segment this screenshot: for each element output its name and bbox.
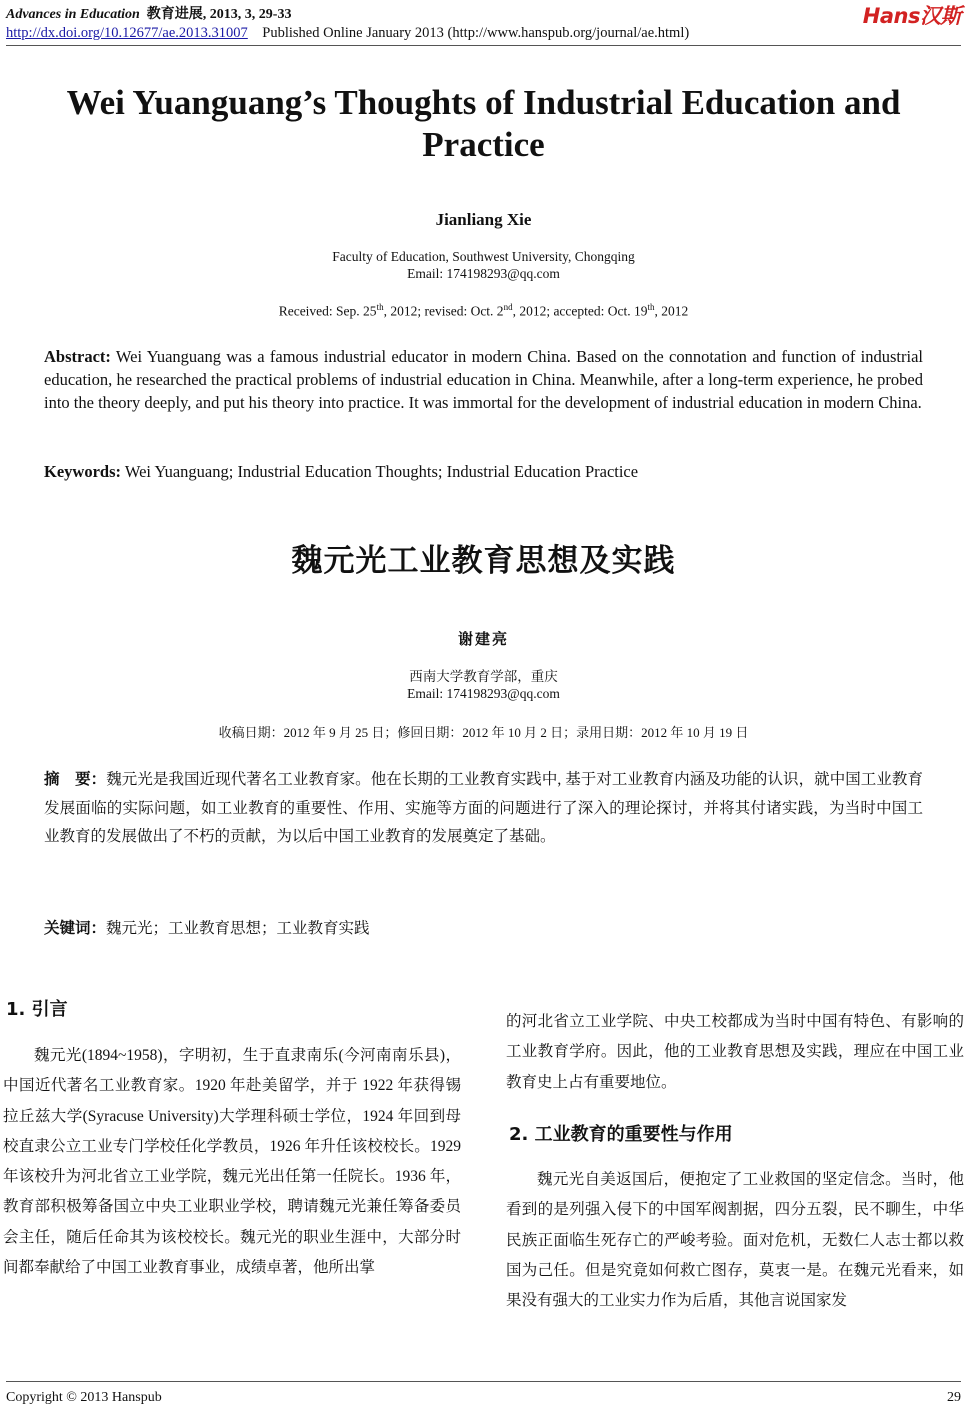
accepted-date: , 2012; accepted: Oct. 19 xyxy=(512,303,648,319)
received-sup: th xyxy=(376,302,384,312)
journal-name: Advances in Education xyxy=(6,7,140,22)
hanspub-logo: Hans汉斯 xyxy=(862,4,961,28)
keywords-text: Wei Yuanguang; Industrial Education Thoughts; Industrial Education Practice xyxy=(121,462,639,481)
chinese-author: 谢建亮 xyxy=(457,630,509,648)
english-dates xyxy=(0,302,967,320)
chinese-affiliation-line: 西南大学教育学部，重庆 xyxy=(409,669,558,684)
copyright: Copyright © 2013 Hanspub xyxy=(6,1390,162,1405)
keywords-label: Keywords: xyxy=(44,462,121,481)
revised-date: , 2012; revised: Oct. 2 xyxy=(383,303,504,319)
section-1-continuation: 的河北省立工业学院、中央工校都成为当时中国有特色、有影响的工业教育学府。因此，他的工业教育思想及实践，理应在中国工业教育史上占有重要地位。 xyxy=(506,1013,964,1091)
published-online: Published Online January 2013 (http://www.hanspub.org/journal/ae.html) xyxy=(262,25,690,41)
section-1-heading: 1. 引言 xyxy=(6,999,68,1020)
english-affiliation xyxy=(0,248,967,282)
right-column xyxy=(506,1007,964,1098)
chinese-dates: 收稿日期：2012 年 9 月 25 日；修回日期：2012 年 10 月 2 日；录用日期：2012 年 10 月 19 日 xyxy=(218,725,749,740)
received-date: Received: Sep. 25 xyxy=(278,303,377,319)
chinese-abstract xyxy=(44,765,923,852)
section-1-paragraph: 魏元光(1894~1958)，字明初，生于直隶南乐(今河南南乐县)，中国近代著名工业教育家。1920 年赴美留学，并于 1922 年获得锡拉丘兹大学(Syracuse University)大学理科硕士学位，1924 年回到母校直隶公立工业专门学校任化学教员，1926 年升任该校校长。1929 年该校升为河北省立工业学院，魏元光出任第一任院长。1936 年，教育部积极筹备国立中央工业职业学校，聘请魏元光兼任筹备委员会主任，随后任命其为该校校长。魏元光的职业生涯中，大部分时间都奉献给了中国工业教育事业，成绩卓著，他所出掌 xyxy=(3,1047,461,1277)
volume-info: , 2013, 3, 29-33 xyxy=(202,7,292,22)
doi-link[interactable]: http://dx.doi.org/10.12677/ae.2013.31007 xyxy=(6,25,248,41)
english-title: Wei Yuanguang’s Thoughts of Industrial Education and Practice xyxy=(66,83,901,164)
english-keywords xyxy=(44,460,923,483)
header-divider xyxy=(6,45,961,46)
page-number: 29 xyxy=(947,1390,961,1405)
chinese-keywords-label: 关键词： xyxy=(44,919,107,937)
chinese-abstract-text: 魏元光是我国近现代著名工业教育家。他在长期的工业教育实践中, 基于对工业教育内涵及功能的认识，就中国工业教育发展面临的实际问题，如工业教育的重要性、作用、实施等方面的问题进行了深入的理论探讨，并将其付诸实践，为当时中国工业教育的发展做出了不朽的贡献，为以后中国工业教育的发展奠定了基础。 xyxy=(44,771,923,845)
left-column xyxy=(3,1041,461,1283)
chinese-email: Email: 174198293@qq.com xyxy=(407,686,560,701)
journal-header xyxy=(6,3,291,23)
english-author: Jianliang Xie xyxy=(435,210,532,229)
section-2-heading: 2. 工业教育的重要性与作用 xyxy=(509,1124,733,1145)
chinese-keywords xyxy=(44,914,923,944)
abstract-text: Wei Yuanguang was a famous industrial educator in modern China. Based on the connotation and function of industrial education, he researched the practical problems of industrial education in China. Meanwhile, after a long-term experience, he probed into the theory deeply, and put his theory into practice. It was immortal for the development of industrial education in modern China. xyxy=(44,347,923,412)
english-email: Email: 174198293@qq.com xyxy=(407,266,560,281)
english-affiliation-line: Faculty of Education, Southwest University, Chongqing xyxy=(332,249,635,264)
accepted-year: , 2012 xyxy=(654,303,689,319)
right-column-section-2 xyxy=(506,1165,964,1316)
footer-divider xyxy=(6,1381,961,1382)
journal-name-zh: 教育进展 xyxy=(146,7,203,22)
section-2-paragraph: 魏元光自美返国后，便抱定了工业救国的坚定信念。当时，他看到的是列强入侵下的中国军阀割据，四分五裂，民不聊生，中华民族正面临生死存亡的严峻考验。面对危机，无数仁人志士都以救国为己任。但是究竟如何救亡图存，莫衷一是。在魏元光看来，如果没有强大的工业实力作为后盾，其他言说国家发 xyxy=(506,1171,964,1310)
chinese-abstract-label: 摘 要： xyxy=(44,770,107,788)
chinese-title: 魏元光工业教育思想及实践 xyxy=(291,543,676,579)
chinese-affiliation xyxy=(0,668,967,702)
chinese-keywords-text: 魏元光；工业教育思想；工业教育实践 xyxy=(106,920,370,937)
accepted-sup: th xyxy=(647,302,655,312)
english-abstract xyxy=(44,345,923,414)
doi-line xyxy=(6,25,689,42)
revised-sup: nd xyxy=(503,302,513,312)
abstract-label: Abstract: xyxy=(44,347,111,366)
